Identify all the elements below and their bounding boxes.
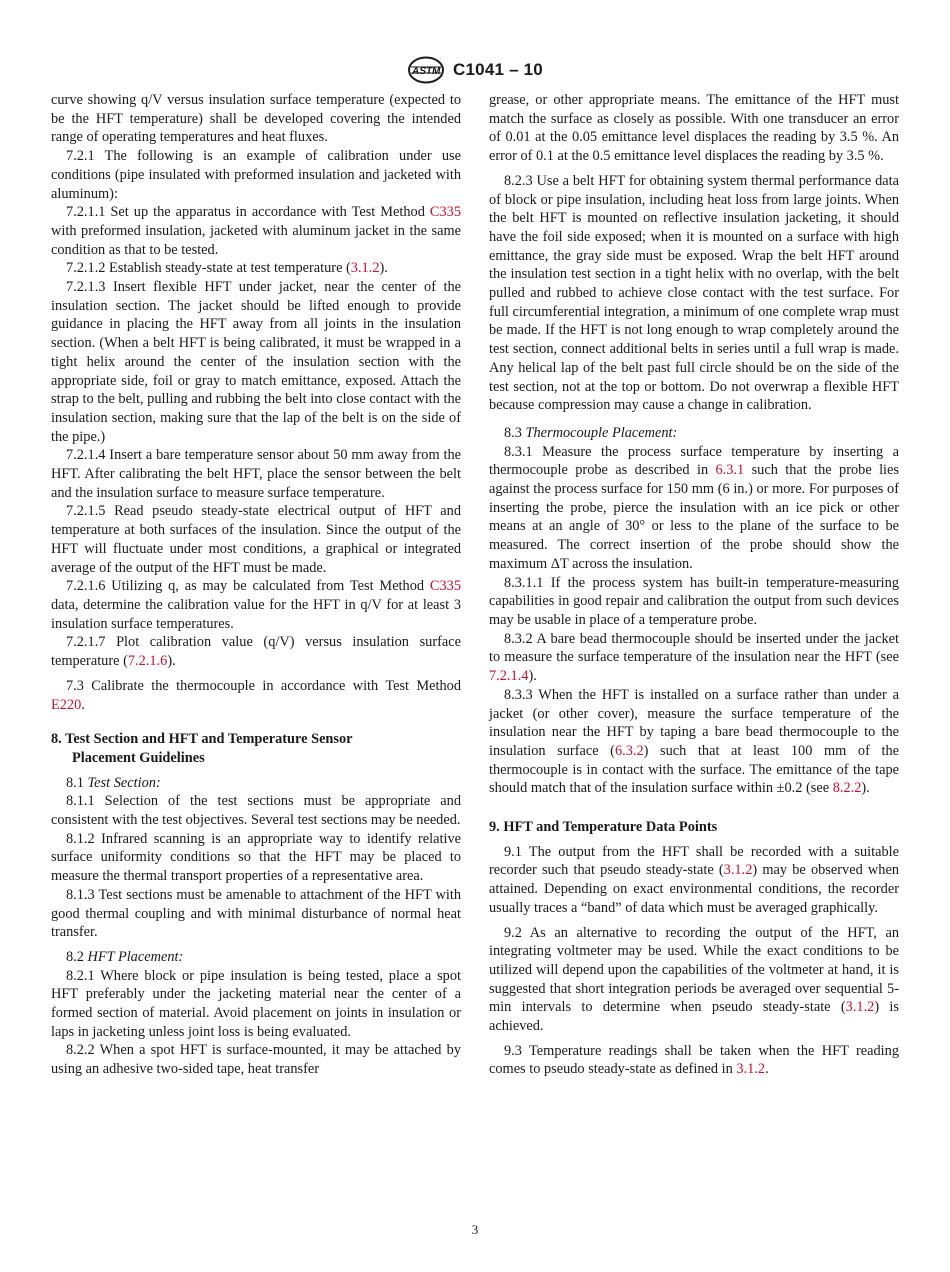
paragraph-8-2: 8.2 HFT Placement: [66,948,184,965]
ref-link-3-1-2[interactable]: 3.1.2 [845,999,875,1016]
ref-link-7-2-1-4[interactable]: 7.2.1.4 [489,668,529,685]
left-column [51,91,461,1079]
paragraph-8-3-1: 8.3.1 Measure the process surface temperature by inserting a thermocouple probe as described in 6.3.1 such that the probe lies against the process surface for 150 mm (6 in.) or more. For purposes of inserting the probe, pierce the insulation with an ice pick or other means at an angle of 30° or less to the plane of the surface to be measured. The correct insertion of the probe should show the maximum ΔT across the insulation. [489,443,899,572]
section-8-heading: 8. Test Section and HFT and Temperature Sensor Placement Guidelines [51,731,353,766]
paragraph-9-2: 9.2 As an alternative to recording the output of the HFT, an integrating voltmeter may be used. While the exact conditions to be utilized will depend upon the capabilities of the voltmeter at hand, it is suggested that short integration periods be averaged over sequential 5-min intervals to determine when pseudo steady-state (3.1.2) is achieved. [489,924,899,1035]
paragraph-7-2-1-3: 7.2.1.3 Insert flexible HFT under jacket, near the center of the insulation section. The jacket should be lifted enough to provide guidance in placing the HFT away from all joints in the insulation section. (When a belt HFT is being calibrated, it must be wrapped in a tight helix around the center of the insulation section with the appropriate side, foil or gray to match emittance, exposed. Attach the strap to the belt, pulling and rubbing the belt into close contact with the insulation section, making sure that the lap of the belt is on the side of the pipe.) [51,279,461,445]
ref-link-7-2-1-6[interactable]: 7.2.1.6 [127,653,168,670]
paragraph-7-2-1-7: 7.2.1.7 Plot calibration value (q/V) versus insulation surface temperature (7.2.1.6). [51,634,461,670]
ref-link-6-3-1[interactable]: 6.3.1 [715,462,745,479]
paragraph-8-3-3: 8.3.3 When the HFT is installed on a surface rather than under a jacket (or other cover), measure the surface temperature of the insulation near the HFT by taping a bare bead thermocouple to the insulation surface (6.3.2) such that at least 100 mm of the thermocouple is in contact with the surface. The emittance of the tape should match that of the insulation surface within ±0.2 (see 8.2.2). [489,686,899,797]
paragraph: curve showing q/V versus insulation surface temperature (expected to be the HFT temperature) shall be developed covering the intended range of operating temperatures and heat fluxes. [51,92,461,146]
paragraph-8-3-1-1: 8.3.1.1 If the process system has built-in temperature-measuring capabilities in good repair and calibration the output from such devices may be usable in place of a temperature probe. [489,574,899,628]
ref-link-3-1-2[interactable]: 3.1.2 [736,1061,766,1078]
svg-text:ASTM: ASTM [411,66,442,77]
ref-link-3-1-2[interactable]: 3.1.2 [350,260,380,277]
paragraph-8-1-3: 8.1.3 Test sections must be amenable to attachment of the HFT with good thermal coupling and with minimal disturbance of normal heat transfer. [51,886,461,941]
paragraph-8-3: 8.3 Thermocouple Placement: [504,424,678,441]
paragraph-7-2-1-6: 7.2.1.6 Utilizing q, as may be calculated from Test Method C335 data, determine the calibration value for the HFT in q/V for at least 3 insulation surface temperatures. [51,578,461,632]
paragraph-7-2-1-4: 7.2.1.4 Insert a bare temperature sensor about 50 mm away from the HFT. After calibrating the belt HFT, place the sensor between the belt and the insulation surface to measure surface temperature. [51,447,461,501]
paragraph-7-2-1-2: 7.2.1.2 Establish steady-state at test temperature (3.1.2). [66,260,388,277]
paragraph-8-1: 8.1 Test Section: [66,774,161,791]
paragraph-7-2-1-1: 7.2.1.1 Set up the apparatus in accordance with Test Method C335 with preformed insulation, jacketed with aluminum jacket in the same condition as that to be tested. [51,204,461,258]
section-9-heading: 9. HFT and Temperature Data Points [489,819,718,836]
paragraph-8-2-2: 8.2.2 When a spot HFT is surface-mounted, it may be attached by using an adhesive two-sided tape, heat transfer [51,1042,461,1078]
ref-link-c335[interactable]: C335 [429,578,461,595]
right-column [489,91,899,1079]
paragraph-8-3-2: 8.3.2 A bare bead thermocouple should be inserted under the jacket to measure the surface temperature of the insulation near the HFT (see 7.2.1.4). [489,630,899,685]
paragraph-7-3: 7.3 Calibrate the thermocouple in accordance with Test Method E220. [51,677,461,713]
page-header [0,56,950,84]
document-designation: C1041 – 10 [453,60,543,79]
paragraph-7-2-1: 7.2.1 The following is an example of calibration under use conditions (pipe insulated with preformed insulation and jacketed with aluminum): [51,148,461,202]
paragraph-8-1-1: 8.1.1 Selection of the test sections must be appropriate and consistent with the test objectives. Several test sections may be needed. [51,793,461,829]
paragraph-9-3: 9.3 Temperature readings shall be taken when the HFT reading comes to pseudo steady-state as defined in 3.1.2. [489,1042,899,1078]
paragraph-8-2-3: 8.2.3 Use a belt HFT for obtaining system thermal performance data of block or pipe insulation, including heat loss from large joints. When the belt HFT is mounted on reflective insulation jacketing, it should have the foil side exposed; when it is mounted on a surface with high emittance, the gray side must be exposed. Wrap the belt HFT around the insulation test section in a tight helix with no overlap, with the belt pulled and rubbed to achieve close contact with the test surface. For full circumferential integration, a minimum of one complete wrap must be made. If the HFT is not long enough to wrap completely around the test section, connect additional belts in series until a full wrap is made. Any helical lap of the belt past full circle should be on the side of the test section, not at the top or bottom. Do not overwrap a flexible HFT because compression may cause a change in calibration. [489,172,899,414]
paragraph-7-2-1-5: 7.2.1.5 Read pseudo steady-state electrical output of HFT and temperature at both surfaces of the insulation. Since the output of the HFT will fluctuate under most conditions, a graphical or integrated average of the output of the HFT must be made. [51,503,461,576]
ref-link-3-1-2[interactable]: 3.1.2 [723,862,753,879]
ref-link-c335[interactable]: C335 [429,204,461,221]
ref-link-8-2-2[interactable]: 8.2.2 [832,780,862,797]
paragraph-9-1: 9.1 The output from the HFT shall be recorded with a suitable recorder such that pseudo steady-state (3.1.2) may be observed when attained. Depending on exact environmental conditions, the recorder usually traces a “band” of data which must be averaged graphically. [489,843,899,916]
ref-link-6-3-2[interactable]: 6.3.2 [614,742,644,759]
page-number: 3 [471,1222,479,1237]
paragraph-8-2-1: 8.2.1 Where block or pipe insulation is being tested, place a spot HFT preferably under the jacketing material near the center of a formed section of material. Avoid placement on joints in insulation or laps in jacketing unless joint loss is being evaluated. [51,967,461,1040]
ref-link-e220[interactable]: E220 [51,696,82,713]
astm-logo-icon [407,56,445,84]
paragraph-8-1-2: 8.1.2 Infrared scanning is an appropriate way to identify relative surface uniformity conditions so that the HFT may be placed to measure the thermal transport properties of a representative area. [51,830,461,885]
paragraph: grease, or other appropriate means. The emittance of the HFT must match the surface as closely as possible. With one transducer an error of 0.01 at the 0.05 emittance level displaces the reading by 3.5 %. An error of 0.1 at the 0.5 emittance level displaces the reading by 3.5 %. [489,92,899,165]
